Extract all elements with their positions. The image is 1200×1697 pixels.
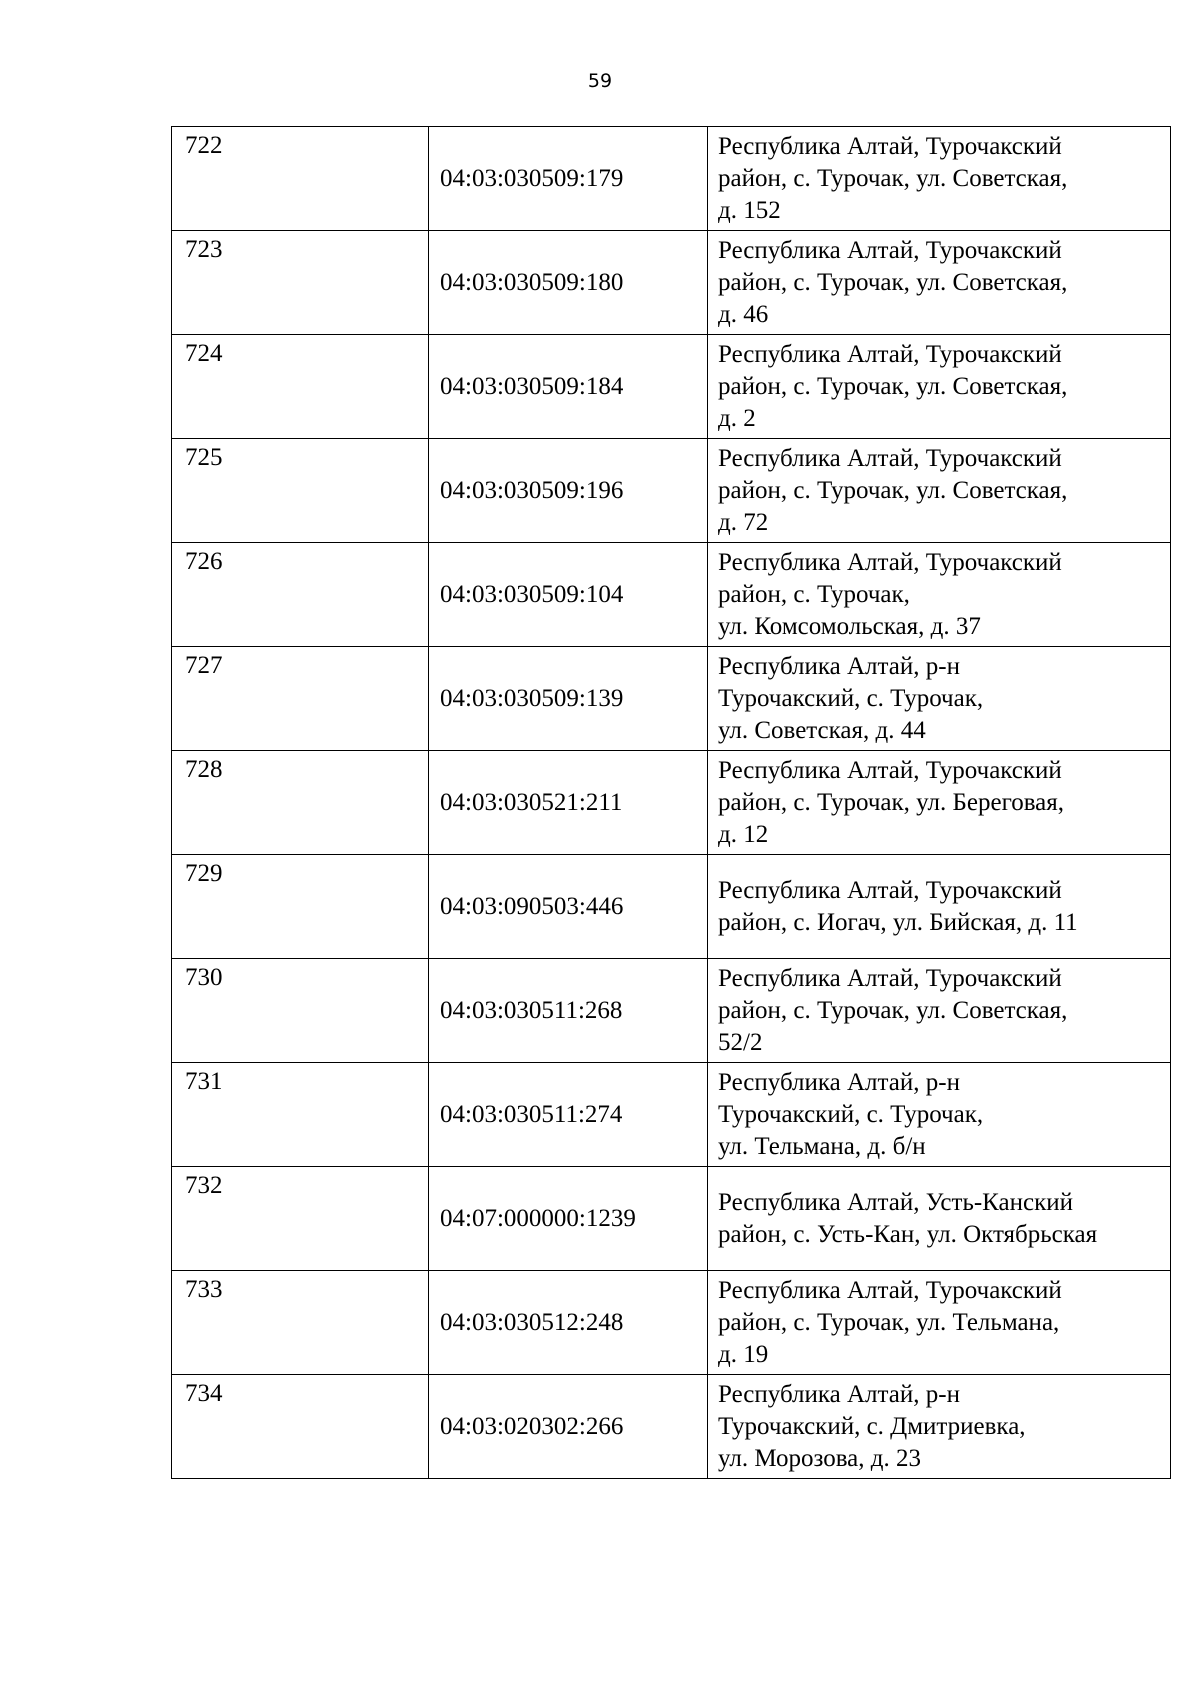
address-line: Республика Алтай, Турочакский [718, 876, 1062, 904]
address-line: д. 19 [718, 1340, 769, 1368]
address-line: Республика Алтай, Турочакский [718, 132, 1062, 160]
address-line: Республика Алтай, Турочакский [718, 444, 1062, 472]
address-line: Республика Алтай, Турочакский [718, 340, 1062, 368]
row-number: 731 [172, 1063, 429, 1167]
address-cell [708, 1375, 1171, 1479]
address-line: д. 46 [718, 300, 769, 328]
address-line: ул. Тельмана, д. б/н [718, 1132, 926, 1160]
address-line: д. 72 [718, 508, 769, 536]
address-cell [708, 751, 1171, 855]
address-line: район, с. Турочак, ул. Советская, [718, 372, 1068, 400]
address-line: район, с. Турочак, ул. Советская, [718, 476, 1068, 504]
page-number: 59 [587, 70, 613, 92]
address-cell [708, 1063, 1171, 1167]
table-row [172, 335, 1171, 439]
address-line: район, с. Турочак, [718, 580, 910, 608]
property-table [171, 126, 1171, 1479]
cadastral-number: 04:03:030509:104 [429, 543, 708, 647]
cadastral-number: 04:07:000000:1239 [429, 1167, 708, 1271]
address-line: д. 2 [718, 404, 756, 432]
address-line: 52/2 [718, 1028, 763, 1056]
address-line: Республика Алтай, Турочакский [718, 236, 1062, 264]
cadastral-number: 04:03:030511:268 [429, 959, 708, 1063]
address-line: район, с. Турочак, ул. Тельмана, [718, 1308, 1060, 1336]
cadastral-number: 04:03:030521:211 [429, 751, 708, 855]
table-row [172, 855, 1171, 959]
address-cell [708, 127, 1171, 231]
cadastral-number: 04:03:090503:446 [429, 855, 708, 959]
table-row [172, 751, 1171, 855]
address-line: ул. Советская, д. 44 [718, 716, 926, 744]
address-line: Республика Алтай, Турочакский [718, 1276, 1062, 1304]
cadastral-number: 04:03:030509:139 [429, 647, 708, 751]
row-number: 723 [172, 231, 429, 335]
address-cell [708, 231, 1171, 335]
address-line: Турочакский, с. Турочак, [718, 1100, 984, 1128]
address-line: Турочакский, с. Дмитриевка, [718, 1412, 1026, 1440]
row-number: 729 [172, 855, 429, 959]
address-cell [708, 959, 1171, 1063]
address-cell [708, 335, 1171, 439]
row-number: 728 [172, 751, 429, 855]
table-row [172, 231, 1171, 335]
address-line: район, с. Иогач, ул. Бийская, д. 11 [718, 908, 1078, 936]
address-line: ул. Морозова, д. 23 [718, 1444, 922, 1472]
address-cell [708, 1167, 1171, 1271]
table-row [172, 1063, 1171, 1167]
table-row [172, 543, 1171, 647]
table-row [172, 1167, 1171, 1271]
address-line: Республика Алтай, Турочакский [718, 548, 1062, 576]
cadastral-number: 04:03:030509:180 [429, 231, 708, 335]
table-row [172, 1375, 1171, 1479]
row-number: 733 [172, 1271, 429, 1375]
table-row [172, 647, 1171, 751]
cadastral-number: 04:03:020302:266 [429, 1375, 708, 1479]
row-number: 727 [172, 647, 429, 751]
address-line: Республика Алтай, р-н [718, 652, 960, 680]
address-line: д. 152 [718, 196, 781, 224]
cadastral-number: 04:03:030509:179 [429, 127, 708, 231]
address-line: Республика Алтай, Усть-Канский [718, 1188, 1074, 1216]
address-cell [708, 647, 1171, 751]
address-line: Республика Алтай, Турочакский [718, 756, 1062, 784]
address-cell [708, 1271, 1171, 1375]
address-line: район, с. Усть-Кан, ул. Октябрьская [718, 1220, 1098, 1248]
row-number: 725 [172, 439, 429, 543]
cadastral-number: 04:03:030511:274 [429, 1063, 708, 1167]
row-number: 734 [172, 1375, 429, 1479]
address-cell [708, 439, 1171, 543]
row-number: 732 [172, 1167, 429, 1271]
address-line: район, с. Турочак, ул. Советская, [718, 268, 1068, 296]
row-number: 730 [172, 959, 429, 1063]
address-line: Республика Алтай, Турочакский [718, 964, 1062, 992]
address-line: район, с. Турочак, ул. Советская, [718, 164, 1068, 192]
address-line: д. 12 [718, 820, 769, 848]
address-line: район, с. Турочак, ул. Советская, [718, 996, 1068, 1024]
address-line: ул. Комсомольская, д. 37 [718, 612, 981, 640]
table-row [172, 439, 1171, 543]
row-number: 724 [172, 335, 429, 439]
row-number: 722 [172, 127, 429, 231]
cadastral-number: 04:03:030512:248 [429, 1271, 708, 1375]
row-number: 726 [172, 543, 429, 647]
address-cell [708, 855, 1171, 959]
cadastral-number: 04:03:030509:184 [429, 335, 708, 439]
address-line: Республика Алтай, р-н [718, 1380, 960, 1408]
address-line: район, с. Турочак, ул. Береговая, [718, 788, 1065, 816]
table-row [172, 959, 1171, 1063]
address-line: Турочакский, с. Турочак, [718, 684, 984, 712]
address-line: Республика Алтай, р-н [718, 1068, 960, 1096]
table-row [172, 1271, 1171, 1375]
cadastral-number: 04:03:030509:196 [429, 439, 708, 543]
property-table-body [172, 127, 1171, 1479]
table-row [172, 127, 1171, 231]
address-cell [708, 543, 1171, 647]
